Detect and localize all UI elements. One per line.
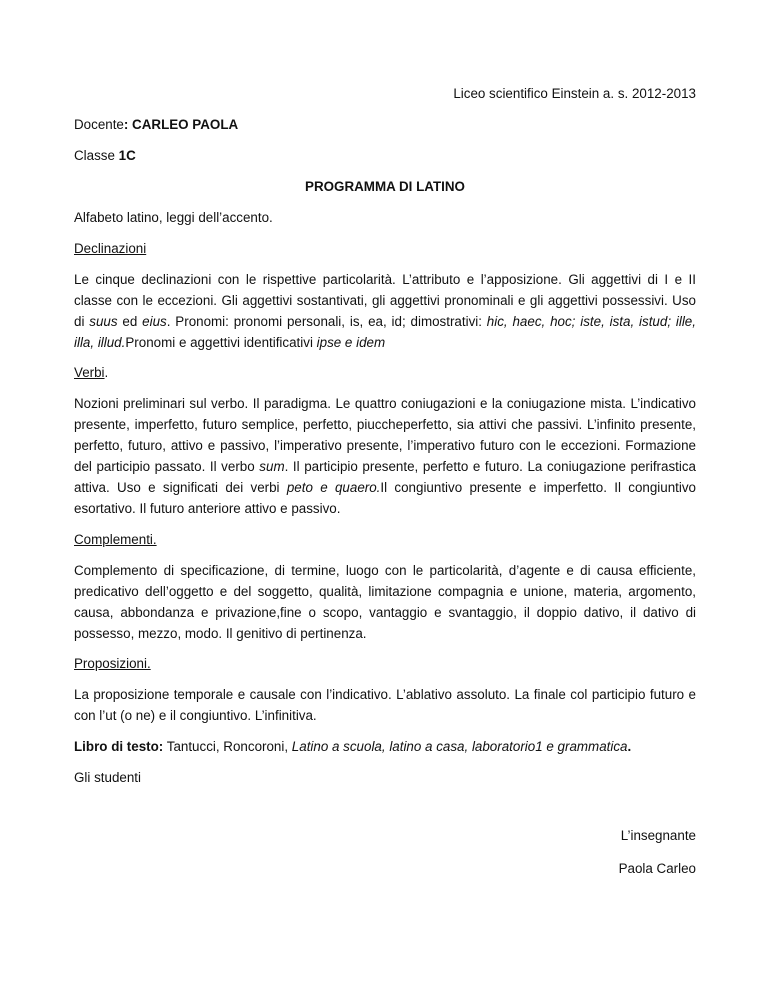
class-line	[74, 145, 696, 166]
teacher-line	[74, 114, 696, 135]
paragraph-proposizioni: La proposizione temporale e causale con l’indicativo. L’ablativo assoluto. La finale col participio futuro e con l’ut (o ne) e il congiuntivo. L’infinitiva.	[74, 687, 696, 723]
class-label: Classe	[74, 148, 119, 163]
teacher-name: : CARLEO PAOLA	[123, 117, 239, 132]
verbi-italic-1: sum	[259, 459, 285, 474]
paragraph-complementi: Complemento di specificazione, di termine, luogo con le particolarità, d’agente e di causa efficiente, predicativo dell’oggetto e del soggetto, qualità, limitazione compagnia e unione, materia, argomento, causa, abbondanza e privazione,fine o scopo, vantaggio e svantaggio, il doppio dativo, il dativo di possesso, mezzo, modo. Il genitivo di pertinenza.	[74, 563, 696, 641]
intro-text: Alfabeto latino, leggi dell’accento.	[74, 210, 273, 225]
decl-text-4: Pronomi e aggettivi identificativi	[125, 335, 317, 350]
students-label: Gli studenti	[74, 770, 141, 785]
document-title	[74, 176, 696, 197]
verbi-text-1: Nozioni preliminari sul verbo. Il paradigma. Le quattro coniugazioni e la coniugazione mista. L’indicativo presente, imperfetto, futuro semplice, perfetto, piuccheperfetto, sia attivi che passivi. L’infinito presente, perfetto, futuro, attivo e passivo, l’imperativo presente, l’imperativo futuro con le eccezioni. Formazione del participio passato. Il verbo	[74, 396, 696, 474]
teacher-label: Docente	[74, 117, 124, 132]
paragraph-verbi	[74, 393, 696, 519]
heading-proposizioni-text: Proposizioni.	[74, 656, 151, 671]
decl-text-2: ed	[117, 314, 143, 329]
heading-verbi-suffix: .	[104, 365, 109, 380]
heading-complementi-text: Complementi.	[74, 532, 157, 547]
decl-italic-1: suus	[89, 314, 118, 329]
decl-italic-4: ipse e idem	[316, 335, 386, 350]
heading-declinazioni-text: Declinazioni	[74, 241, 147, 256]
decl-text-1: Le cinque declinazioni con le rispettive particolarità. L’attributo e l’apposizione. Gli aggettivi di I e II classe con le eccezioni. Gli aggettivi sostantivati, gli aggettivi pronominali e gli aggettivi possessivi. Uso di	[74, 272, 696, 329]
decl-italic-2: eius	[142, 314, 167, 329]
decl-text-3: . Pronomi: pronomi personali, is, ea, id; dimostrativi:	[166, 314, 487, 329]
verbi-italic-2: peto e quaero.	[286, 480, 381, 495]
textbook-end: .	[627, 739, 632, 754]
signature-role: L’insegnante	[620, 828, 696, 843]
verbi-text-2: . Il participio presente, perfetto e futuro. La coniugazione perifrastica attiva. Uso e significati dei verbi	[74, 459, 696, 495]
heading-verbi-text: Verbi	[74, 365, 105, 380]
heading-verbi	[74, 362, 696, 383]
class-value: 1C	[118, 148, 136, 163]
textbook-line	[74, 736, 696, 757]
textbook-authors: Tantucci, Roncoroni,	[163, 739, 292, 754]
school-header: Liceo scientifico Einstein a. s. 2012-2013	[453, 86, 696, 101]
paragraph-declinazioni	[74, 269, 696, 353]
textbook-label: Libro di testo:	[74, 739, 164, 754]
textbook-title: Latino a scuola, latino a casa, laboratorio1 e grammatica	[291, 739, 628, 754]
heading-declinazioni	[74, 238, 696, 259]
title-text: PROGRAMMA DI LATINO	[305, 179, 465, 194]
verbi-text-3: Il congiuntivo presente e imperfetto. Il congiuntivo esortativo. Il futuro anteriore attivo e passivo.	[74, 480, 696, 516]
decl-italic-3: hic, haec, hoc; iste, ista, istud; ille, illa, illud.	[74, 314, 696, 350]
heading-complementi	[74, 529, 696, 550]
signature-name: Paola Carleo	[618, 861, 696, 876]
heading-proposizioni	[74, 653, 696, 674]
